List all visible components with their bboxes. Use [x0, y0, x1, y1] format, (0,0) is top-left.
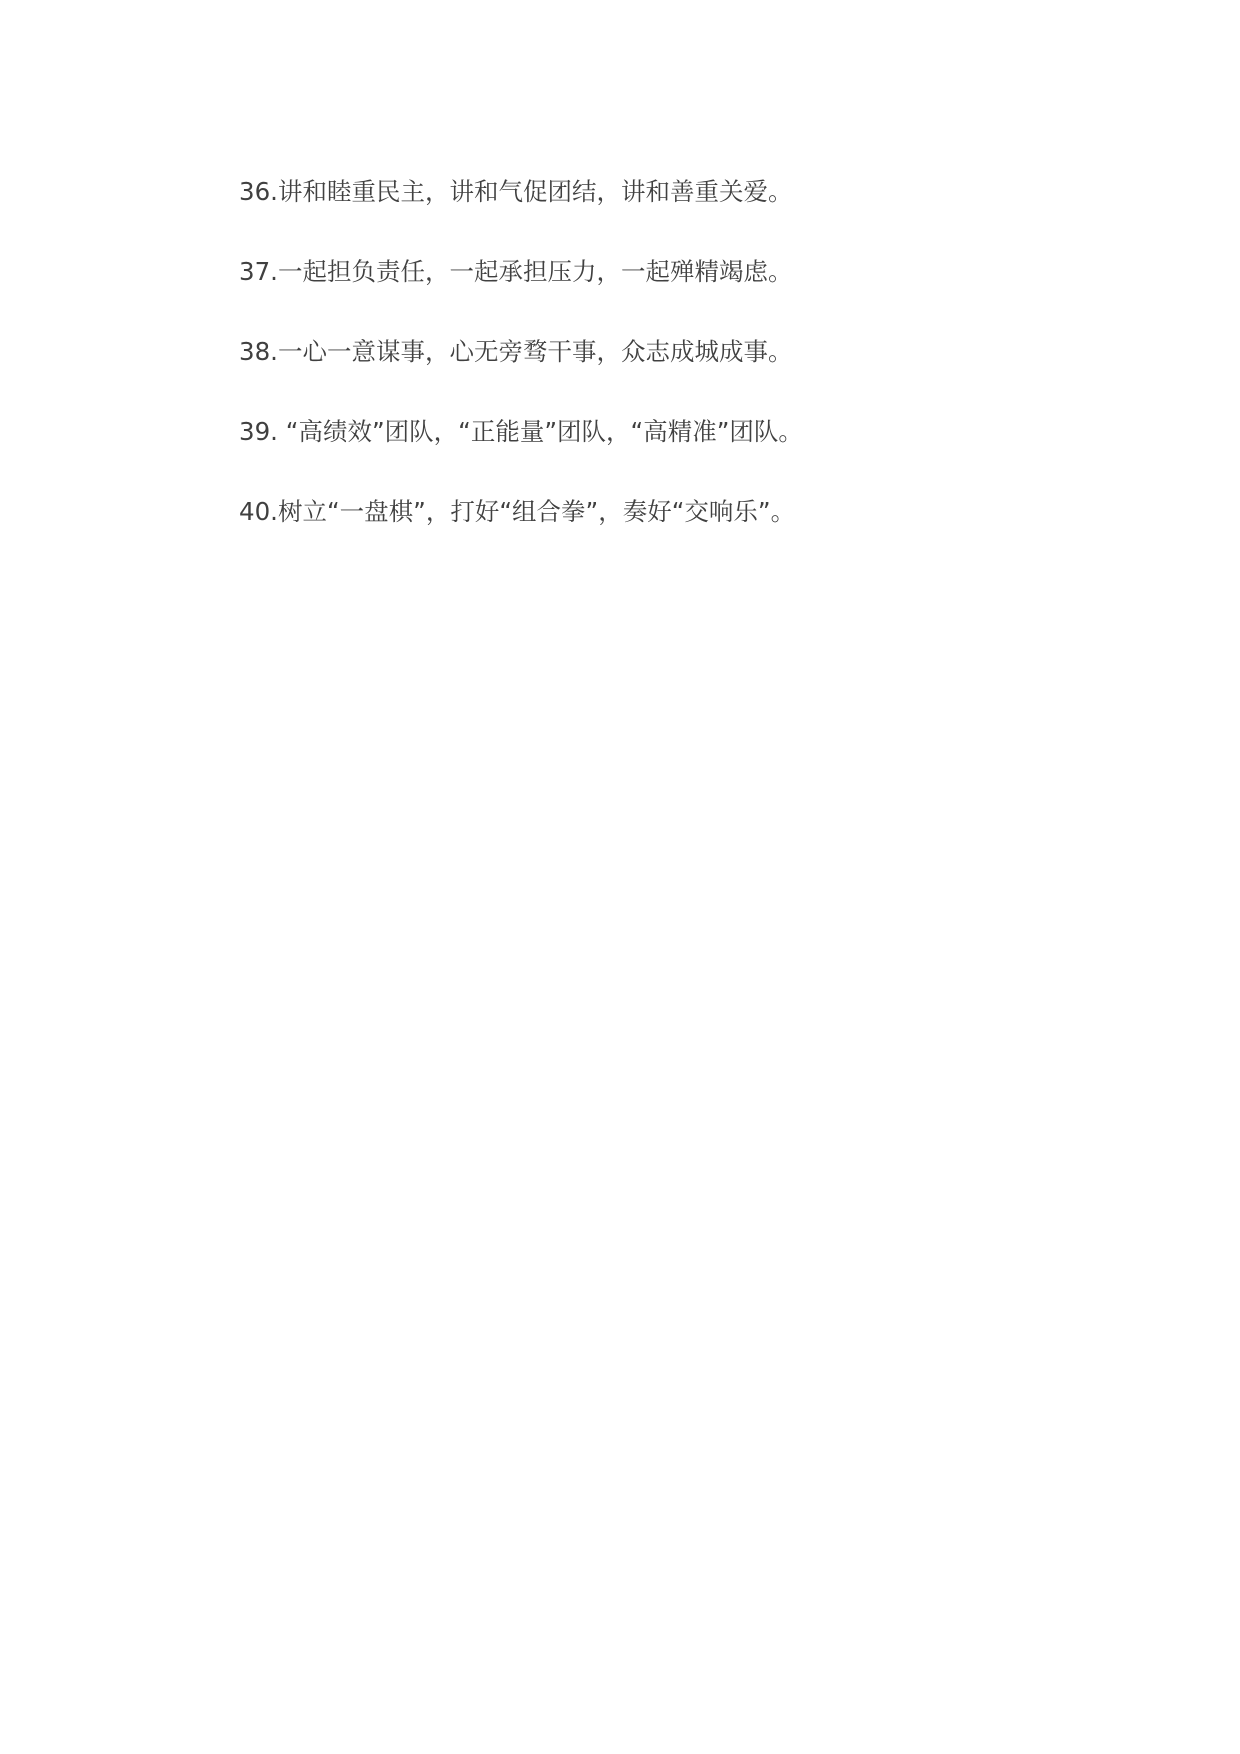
list-item: 36.讲和睦重民主，讲和气促团结，讲和善重关爱。	[239, 177, 793, 206]
list-item: 38.一心一意谋事，心无旁骛干事，众志成城成事。	[239, 337, 793, 366]
list-item: 39. “高绩效”团队，“正能量”团队，“高精准”团队。	[239, 417, 803, 446]
document-body	[239, 176, 1059, 576]
list-item: 37.一起担负责任，一起承担压力，一起殚精竭虑。	[239, 257, 793, 286]
list-item: 40.树立“一盘棋”，打好“组合拳”，奏好“交响乐”。	[239, 497, 796, 526]
